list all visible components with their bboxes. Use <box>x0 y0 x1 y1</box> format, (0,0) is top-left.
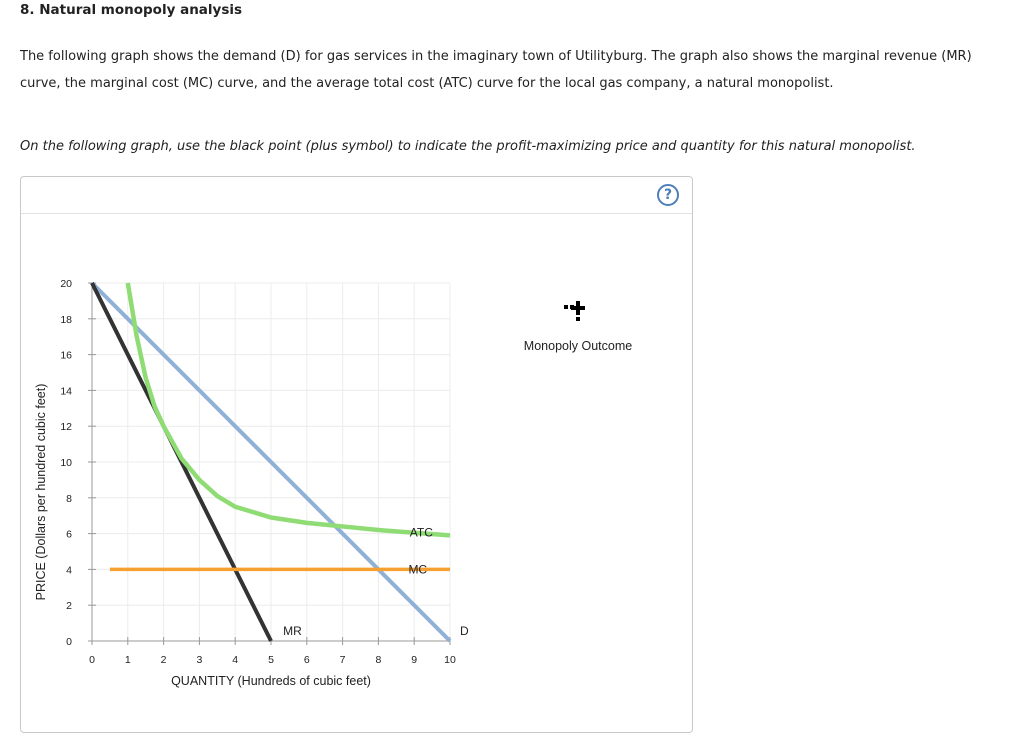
intro-line-1: The following graph shows the demand (D) for gas services in the imaginary town of Utilityburg. The graph also shows the marginal revenue (MR) <box>20 49 972 64</box>
monopoly-outcome-label: Monopoly Outcome <box>523 339 633 353</box>
instruction-text: On the following graph, use the black point (plus symbol) to indicate the profit-maximizing price and quantity for this natural monopolist. <box>20 139 916 154</box>
label-atc: ATC <box>409 525 433 540</box>
intro-paragraph <box>20 43 1020 97</box>
page-heading: 8. Natural monopoly analysis <box>20 2 243 18</box>
x-tick-label: 8 <box>375 654 382 666</box>
intro-line-2: curve, the marginal cost (MC) curve, and the average total cost (ATC) curve for the local gas company, a natural monopolist. <box>20 76 834 91</box>
monopoly-outcome-tool[interactable] <box>564 301 585 321</box>
label-mr: MR <box>283 624 302 638</box>
x-tick-label: 4 <box>232 654 239 666</box>
y-axis-title: PRICE (Dollars per hundred cubic feet) <box>34 383 48 601</box>
x-tick-label: 6 <box>303 654 310 666</box>
y-tick-label: 8 <box>66 492 72 505</box>
x-tick-label: 2 <box>160 654 167 666</box>
y-tick-label: 16 <box>60 349 72 362</box>
y-tick-label: 10 <box>60 457 72 469</box>
x-tick-label: 9 <box>411 654 418 666</box>
y-tick-label: 0 <box>66 636 72 648</box>
plus-point-dot-bottom <box>576 317 580 321</box>
x-axis-title: QUANTITY (Hundreds of cubic feet) <box>171 674 371 688</box>
label-d: D <box>459 624 469 638</box>
plus-icon[interactable] <box>571 301 585 315</box>
curve-labels <box>283 526 469 638</box>
y-tick-label: 12 <box>60 421 72 434</box>
graph-area[interactable] <box>21 177 692 732</box>
y-tick-label: 4 <box>66 564 72 577</box>
y-tick-label: 2 <box>66 600 72 613</box>
y-tick-label: 14 <box>60 385 72 398</box>
x-tick-label: 5 <box>268 654 274 666</box>
label-mc: MC <box>408 562 428 577</box>
axes <box>34 278 456 688</box>
y-tick-label: 18 <box>60 313 72 326</box>
graph-panel <box>20 176 693 733</box>
x-tick-label: 3 <box>196 654 203 666</box>
y-tick-label: 6 <box>66 528 72 541</box>
y-tick-label: 20 <box>60 278 72 290</box>
x-tick-label: 1 <box>124 654 131 666</box>
plus-point-dot-left <box>564 305 568 309</box>
x-tick-label: 10 <box>444 654 456 666</box>
x-tick-label: 0 <box>89 654 95 666</box>
x-tick-label: 7 <box>339 654 346 666</box>
help-icon[interactable]: ? <box>657 184 679 206</box>
